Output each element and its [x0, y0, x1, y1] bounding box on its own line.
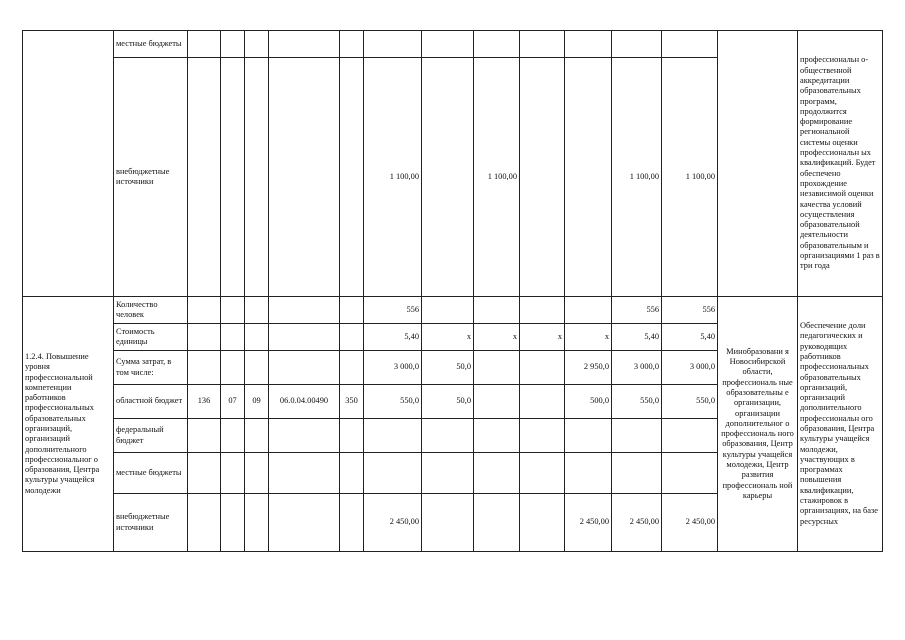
kbk-gbs-cell: 136 [188, 385, 221, 419]
year-value: x [422, 324, 474, 351]
year-value: 550,0 [612, 385, 662, 419]
year-value [422, 58, 474, 297]
kbk-rz-cell [221, 453, 245, 494]
kbk-vr-cell [340, 351, 364, 385]
kbk-csr-cell [269, 494, 340, 552]
year-value: 556 [612, 297, 662, 324]
kbk-vr-cell: 350 [340, 385, 364, 419]
year-value [565, 453, 612, 494]
kbk-vr-cell [340, 494, 364, 552]
year-value: 1 100,00 [474, 58, 520, 297]
source-label: местные бюджеты [114, 453, 188, 494]
total-value [364, 453, 422, 494]
year-value [474, 351, 520, 385]
year-value [474, 494, 520, 552]
year-value [612, 453, 662, 494]
kbk-csr-cell [269, 58, 340, 297]
year-value [565, 297, 612, 324]
kbk-csr-cell [269, 453, 340, 494]
total-value: 2 450,00 [364, 494, 422, 552]
kbk-rz-cell [221, 419, 245, 453]
year-value [520, 453, 565, 494]
kbk-vr-cell [340, 419, 364, 453]
kbk-csr-cell [269, 31, 340, 58]
kbk-pr-cell [245, 351, 269, 385]
total-value [364, 31, 422, 58]
year-value: 50,0 [422, 351, 474, 385]
kbk-vr-cell [340, 31, 364, 58]
total-value [364, 419, 422, 453]
kbk-csr-cell: 06.0.04.00490 [269, 385, 340, 419]
year-value [565, 58, 612, 297]
kbk-gbs-cell [188, 31, 221, 58]
kbk-pr-cell [245, 58, 269, 297]
kbk-csr-cell [269, 351, 340, 385]
year-value [422, 453, 474, 494]
year-value: x [565, 324, 612, 351]
kbk-rz-cell [221, 31, 245, 58]
year-value [565, 419, 612, 453]
prev-executor-cell [718, 31, 798, 297]
executor-cell: Минобразовани я Новосибирской области, профессиональ ные образовательны е организации, организации дополнительног о профессиональ ного образования, Центр культуры учащейся молодежи, Центр развития профессиональ ной карьеры [718, 297, 798, 552]
result-text: Обеспечение доли педагогических и руководящих работников профессиональных образовательных организаций, организаций дополнительного профессиональн ого образования, Центра культуры учащейся молодежи, участвующих в программах повышения квалификации, стажировок в организациях, на базе ресурсных [800, 321, 879, 526]
source-label: Количество человек [114, 297, 188, 324]
program-table [22, 30, 883, 552]
kbk-rz-cell [221, 297, 245, 324]
year-value [474, 453, 520, 494]
year-value [662, 31, 718, 58]
year-value [520, 385, 565, 419]
year-value [474, 297, 520, 324]
year-value: 5,40 [662, 324, 718, 351]
prev-result-cell [798, 31, 883, 297]
year-value [662, 419, 718, 453]
year-value: 2 450,00 [612, 494, 662, 552]
year-value: x [520, 324, 565, 351]
year-value: 500,0 [565, 385, 612, 419]
year-value: 2 450,00 [565, 494, 612, 552]
kbk-vr-cell [340, 297, 364, 324]
year-value [520, 494, 565, 552]
kbk-rz-cell [221, 494, 245, 552]
kbk-vr-cell [340, 453, 364, 494]
year-value: 5,40 [612, 324, 662, 351]
kbk-pr-cell [245, 31, 269, 58]
source-label: федеральный бюджет [114, 419, 188, 453]
year-value [474, 385, 520, 419]
kbk-pr-cell [245, 494, 269, 552]
prev-result-text: профессиональн о-общественной аккредитации образовательных программ, продолжится формирование региональной системы оценки профессиональн ых квалификаций. Будет обеспечено прохождение независимой оценки качества условий осуществления образовательной деятельности образовательным и организациями 1 раз в три года [800, 55, 880, 271]
source-label: Сумма затрат, в том числе: [114, 351, 188, 385]
year-value: 1 100,00 [662, 58, 718, 297]
total-value: 1 100,00 [364, 58, 422, 297]
kbk-gbs-cell [188, 351, 221, 385]
prev-name-cell [23, 31, 114, 297]
total-value: 3 000,0 [364, 351, 422, 385]
year-value: 556 [662, 297, 718, 324]
year-value [422, 419, 474, 453]
year-value: 2 450,00 [662, 494, 718, 552]
year-value: 50,0 [422, 385, 474, 419]
kbk-rz-cell [221, 324, 245, 351]
table-row [23, 297, 883, 324]
year-value [520, 31, 565, 58]
kbk-gbs-cell [188, 297, 221, 324]
year-value [474, 31, 520, 58]
kbk-rz-cell [221, 58, 245, 297]
kbk-gbs-cell [188, 419, 221, 453]
year-value: 3 000,0 [662, 351, 718, 385]
year-value [565, 31, 612, 58]
year-value: 3 000,0 [612, 351, 662, 385]
year-value [422, 494, 474, 552]
year-value [612, 31, 662, 58]
year-value [662, 453, 718, 494]
year-value: 2 950,0 [565, 351, 612, 385]
year-value [612, 419, 662, 453]
kbk-csr-cell [269, 297, 340, 324]
kbk-gbs-cell [188, 324, 221, 351]
kbk-gbs-cell [188, 58, 221, 297]
year-value: x [474, 324, 520, 351]
kbk-rz-cell: 07 [221, 385, 245, 419]
year-value [422, 297, 474, 324]
kbk-vr-cell [340, 324, 364, 351]
source-label: Стоимость единицы [114, 324, 188, 351]
kbk-csr-cell [269, 419, 340, 453]
kbk-pr-cell [245, 453, 269, 494]
kbk-pr-cell [245, 297, 269, 324]
kbk-vr-cell [340, 58, 364, 297]
kbk-rz-cell [221, 351, 245, 385]
table-row [23, 31, 883, 58]
year-value [520, 351, 565, 385]
year-value [474, 419, 520, 453]
total-value: 5,40 [364, 324, 422, 351]
year-value: 550,0 [662, 385, 718, 419]
year-value [422, 31, 474, 58]
source-label: внебюджетные источники [114, 494, 188, 552]
kbk-pr-cell: 09 [245, 385, 269, 419]
kbk-pr-cell [245, 324, 269, 351]
kbk-csr-cell [269, 324, 340, 351]
total-value: 556 [364, 297, 422, 324]
total-value: 550,0 [364, 385, 422, 419]
year-value [520, 419, 565, 453]
result-cell [798, 297, 883, 552]
measure-name-cell: 1.2.4. Повышение уровня профессиональной компетенции работников профессиональных образовательных организаций, организаций дополнительного профессиональног о образования, Центра культуры учащейся молодежи [23, 297, 114, 552]
year-value [520, 297, 565, 324]
year-value: 1 100,00 [612, 58, 662, 297]
source-label: внебюджетные источники [114, 58, 188, 297]
source-label: областной бюджет [114, 385, 188, 419]
source-label: местные бюджеты [114, 31, 188, 58]
kbk-gbs-cell [188, 494, 221, 552]
year-value [520, 58, 565, 297]
kbk-pr-cell [245, 419, 269, 453]
kbk-gbs-cell [188, 453, 221, 494]
